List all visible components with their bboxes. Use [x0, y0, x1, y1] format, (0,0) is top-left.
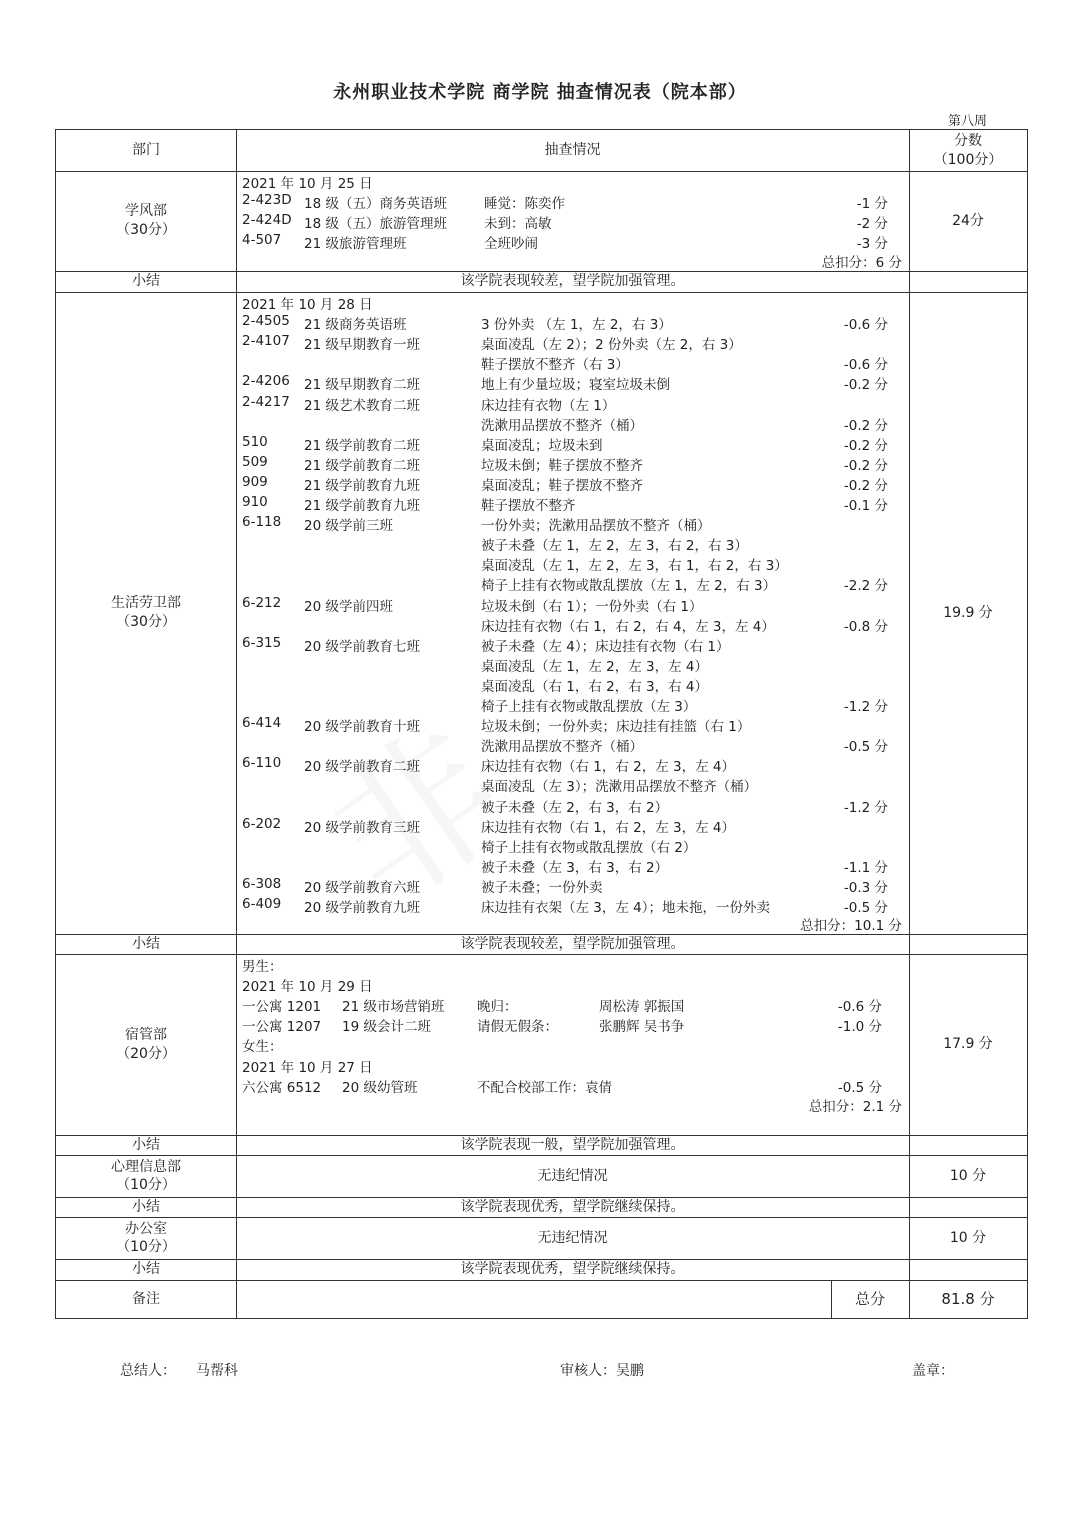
detail-a: 6-212 — [242, 594, 282, 611]
detail-c: 鞋子摆放不整齐（右 3） — [481, 357, 629, 374]
remark-content — [236, 1280, 831, 1319]
detail-b: 20 级学前四班 — [304, 598, 393, 615]
detail-a: 2021 年 10 月 25 日 — [242, 176, 373, 192]
detail-d: -2 分 — [856, 216, 888, 232]
detail-c: 全班吵闹 — [484, 236, 538, 252]
bangong-score: 10 分 — [949, 1229, 987, 1246]
shenghuo-summary: 该学院表现较差，望学院加强管理。 — [460, 935, 685, 952]
dept-bangong — [56, 1217, 236, 1259]
detail-a: 2021 年 10 月 28 日 — [242, 297, 373, 313]
detail-b: 20 级学前三班 — [304, 518, 393, 535]
detail-d: -0.2 分 — [843, 377, 888, 394]
xinli-summary: 该学院表现优秀，望学院继续保持。 — [460, 1198, 685, 1215]
detail-a: 6-110 — [242, 755, 282, 772]
detail-a: 2-4206 — [242, 373, 290, 390]
detail-a: 2-4217 — [242, 393, 290, 410]
detail-a: 女生： — [242, 1039, 283, 1056]
detail-c: 椅子上挂有衣物或散乱摆放（右 2） — [481, 839, 697, 856]
detail-c: 床边挂有衣物（右 1，右 2，右 4，左 3，左 4） — [481, 618, 775, 635]
header-score-label: 分数 — [954, 132, 982, 149]
detail-c: 被子未叠（左 4）；床边挂有衣物（右 1） — [481, 638, 730, 655]
detail-b: 21 级艺术教育二班 — [304, 397, 420, 414]
detail-c: 床边挂有衣物（右 1，右 2，左 3，左 4） — [481, 819, 736, 836]
dept-max: （30分） — [116, 614, 176, 630]
detail-d: -1 分 — [856, 196, 888, 212]
detail-d: -0.2 分 — [843, 437, 888, 454]
detail-b: 20 级学前教育七班 — [304, 638, 420, 655]
detail-e: 周松涛 郭振国 — [599, 999, 685, 1016]
detail-b: 20 级学前教育十班 — [304, 719, 420, 736]
detail-a: 2-4505 — [242, 313, 290, 330]
detail-c: 桌面凌乱（左 3）；洗漱用品摆放不整齐（桶） — [481, 779, 758, 796]
detail-a: 2021 年 10 月 27 日 — [242, 1059, 373, 1076]
detail-b: 21 级学前教育九班 — [304, 498, 420, 514]
dept-max: （10分） — [116, 1177, 176, 1193]
dept-name: 心理信息部 — [111, 1159, 181, 1175]
detail-c: 洗漱用品摆放不整齐（桶） — [481, 739, 643, 756]
total-label: 总分 — [854, 1290, 885, 1308]
header-score-sub: （100分） — [933, 151, 1003, 168]
dept-suguan — [56, 954, 236, 1135]
detail-d: -1.1 分 — [843, 859, 888, 876]
dept-max: （10分） — [116, 1239, 176, 1255]
remark-label: 备注 — [132, 1291, 160, 1307]
detail-c: 桌面凌乱（右 1，右 2，右 3，右 4） — [481, 678, 709, 695]
detail-c: 床边挂有衣物（左 1） — [481, 397, 616, 414]
detail-d: -1.2 分 — [843, 699, 888, 715]
dept-name: 宿管部 — [125, 1026, 167, 1043]
shenghuo-total: 总扣分：10.1 分 — [800, 918, 902, 934]
detail-a: 509 — [242, 453, 268, 470]
detail-c: 3 份外卖 （左 1，左 2，右 3） — [481, 317, 672, 334]
detail-c: 未到：高敏 — [484, 216, 552, 232]
detail-a: 男生： — [242, 959, 283, 975]
detail-c: 椅子上挂有衣物或散乱摆放（左 3） — [481, 699, 697, 715]
detail-b: 21 级早期教育一班 — [304, 337, 420, 354]
detail-b: 21 级商务英语班 — [304, 317, 407, 334]
detail-a: 六公寓 6512 — [242, 1079, 322, 1096]
xinli-summary-label: 小结 — [132, 1198, 160, 1215]
detail-c: 被子未叠（左 2，右 3，右 2） — [481, 799, 669, 816]
xuefeng-score: 24分 — [952, 212, 984, 229]
detail-d: -0.5 分 — [843, 900, 888, 916]
detail-d: -0.6 分 — [837, 999, 882, 1016]
shenghuo-score: 19.9 分 — [943, 604, 993, 621]
detail-a: 2-424D — [242, 212, 292, 228]
header-situation: 抽查情况 — [544, 142, 601, 158]
detail-d: -0.2 分 — [843, 417, 888, 434]
bangong-summary: 该学院表现优秀，望学院继续保持。 — [460, 1261, 685, 1277]
xuefeng-total: 总扣分：6 分 — [821, 255, 902, 271]
dept-name: 办公室 — [125, 1221, 167, 1237]
detail-d: -1.2 分 — [843, 799, 888, 816]
detail-b: 20 级幼管班 — [342, 1079, 418, 1096]
detail-a: 909 — [242, 473, 268, 490]
detail-c: 桌面凌乱；鞋子摆放不整齐 — [481, 477, 643, 494]
detail-b: 20 级学前教育九班 — [304, 900, 420, 916]
detail-a: 6-118 — [242, 514, 282, 531]
detail-b: 20 级学前教育二班 — [304, 759, 420, 776]
bangong-text: 无违纪情况 — [537, 1229, 608, 1246]
detail-b: 18 级（五）商务英语班 — [304, 196, 447, 212]
detail-d: -0.2 分 — [843, 477, 888, 494]
detail-c: 被子未叠（左 3，右 3，右 2） — [481, 859, 669, 876]
detail-a: 2021 年 10 月 29 日 — [242, 979, 373, 996]
detail-d: -0.6 分 — [843, 317, 888, 334]
xinli-text: 无违纪情况 — [537, 1167, 608, 1184]
detail-e: 张鹏辉 吴书争 — [599, 1019, 685, 1036]
detail-a: 一公寓 1207 — [242, 1019, 322, 1036]
suguan-total: 总扣分：2.1 分 — [808, 1099, 902, 1115]
detail-b: 20 级学前教育六班 — [304, 879, 420, 896]
detail-c: 洗漱用品摆放不整齐（桶） — [481, 417, 643, 434]
detail-c: 垃圾未倒（右 1）；一份外卖（右 1） — [481, 598, 703, 615]
detail-c: 椅子上挂有衣物或散乱摆放（左 1，左 2，右 3） — [481, 578, 777, 595]
dept-shenghuo — [56, 292, 236, 934]
summarizer-label: 总结人： — [120, 1363, 176, 1379]
detail-a: 4-507 — [242, 232, 282, 248]
detail-a: 6-315 — [242, 634, 282, 651]
detail-c: 床边挂有衣物（右 1，右 2，左 3，左 4） — [481, 759, 736, 776]
detail-a: 一公寓 1201 — [242, 999, 322, 1016]
xuefeng-summary-label: 小结 — [132, 273, 160, 289]
dept-xinli — [56, 1155, 236, 1197]
xuefeng-summary: 该学院表现较差，望学院加强管理。 — [460, 273, 685, 289]
detail-d: -0.8 分 — [843, 618, 888, 635]
xinli-score: 10 分 — [949, 1167, 987, 1184]
detail-a: 6-202 — [242, 815, 282, 832]
detail-b: 21 级学前教育二班 — [304, 457, 420, 474]
dept-name: 学风部 — [125, 203, 167, 219]
stamp-label: 盖章： — [912, 1363, 954, 1379]
detail-d: -0.5 分 — [843, 739, 888, 756]
detail-c: 桌面凌乱（左 1，左 2，左 3，右 1，右 2，右 3） — [481, 558, 788, 575]
total-score: 81.8 分 — [941, 1290, 995, 1308]
detail-c: 床边挂有衣架（左 3，左 4）；地未拖，一份外卖 — [481, 900, 771, 916]
detail-a: 2-4107 — [242, 333, 290, 350]
dept-name: 生活劳卫部 — [111, 595, 181, 611]
detail-c: 一份外卖；洗漱用品摆放不整齐（桶） — [481, 518, 711, 535]
detail-b: 19 级会计二班 — [342, 1019, 431, 1036]
detail-b: 21 级学前教育九班 — [304, 477, 420, 494]
detail-b: 21 级市场营销班 — [342, 999, 445, 1016]
detail-b: 21 级学前教育二班 — [304, 437, 420, 454]
dept-xuefeng — [56, 171, 236, 271]
detail-c: 晚归： — [477, 999, 518, 1016]
shenghuo-summary-label: 小结 — [132, 935, 160, 952]
detail-c: 桌面凌乱（左 1，左 2，左 3，左 4） — [481, 658, 709, 675]
detail-b: 18 级（五）旅游管理班 — [304, 216, 447, 232]
week-label: 第八周 — [948, 114, 988, 129]
detail-b: 21 级早期教育二班 — [304, 377, 420, 394]
detail-d: -0.6 分 — [843, 357, 888, 374]
detail-a: 6-409 — [242, 896, 282, 912]
detail-d: -0.2 分 — [843, 457, 888, 474]
inspection-table — [55, 129, 1028, 1319]
detail-d: -0.3 分 — [843, 879, 888, 896]
detail-c: 垃圾未倒；一份外卖；床边挂有挂篮（右 1） — [481, 719, 751, 736]
header-dept: 部门 — [132, 142, 160, 158]
suguan-summary-label: 小结 — [132, 1136, 160, 1153]
summarizer-name: 马帮科 — [196, 1363, 238, 1379]
detail-a: 910 — [242, 494, 268, 510]
detail-c: 桌面凌乱（左 2）；2 份外卖（左 2，右 3） — [481, 337, 742, 354]
detail-b: 20 级学前教育三班 — [304, 819, 420, 836]
detail-c: 地上有少量垃圾；寝室垃圾未倒 — [481, 377, 670, 394]
detail-c: 垃圾未倒；鞋子摆放不整齐 — [481, 457, 643, 474]
reviewer: 审核人：吴鹏 — [560, 1363, 644, 1379]
detail-d: -0.5 分 — [837, 1079, 882, 1096]
detail-a: 2-423D — [242, 192, 292, 208]
detail-c: 不配合校部工作：袁倩 — [477, 1079, 612, 1096]
detail-d: -1.0 分 — [837, 1019, 882, 1036]
detail-a: 510 — [242, 433, 268, 450]
document-title: 永州职业技术学院 商学院 抽查情况表（院本部） — [333, 82, 747, 103]
dept-max: （20分） — [116, 1045, 176, 1062]
detail-c: 桌面凌乱；垃圾未到 — [481, 437, 603, 454]
detail-a: 6-308 — [242, 875, 282, 892]
detail-d: -3 分 — [856, 236, 888, 252]
dept-max: （30分） — [116, 222, 176, 238]
detail-c: 睡觉：陈奕作 — [484, 196, 565, 212]
detail-d: -0.1 分 — [843, 498, 888, 514]
detail-c: 请假无假条： — [477, 1019, 558, 1036]
detail-a: 6-414 — [242, 715, 282, 732]
suguan-score: 17.9 分 — [943, 1036, 993, 1052]
header-score — [909, 130, 1027, 171]
suguan-summary: 该学院表现一般，望学院加强管理。 — [460, 1136, 685, 1153]
bangong-summary-label: 小结 — [132, 1261, 160, 1277]
detail-d: -2.2 分 — [843, 578, 888, 595]
detail-b: 21 级旅游管理班 — [304, 236, 407, 252]
detail-c: 被子未叠；一份外卖 — [481, 879, 603, 896]
detail-c: 鞋子摆放不整齐 — [481, 498, 576, 514]
detail-c: 被子未叠（左 1，左 2，左 3，右 2，右 3） — [481, 538, 748, 555]
